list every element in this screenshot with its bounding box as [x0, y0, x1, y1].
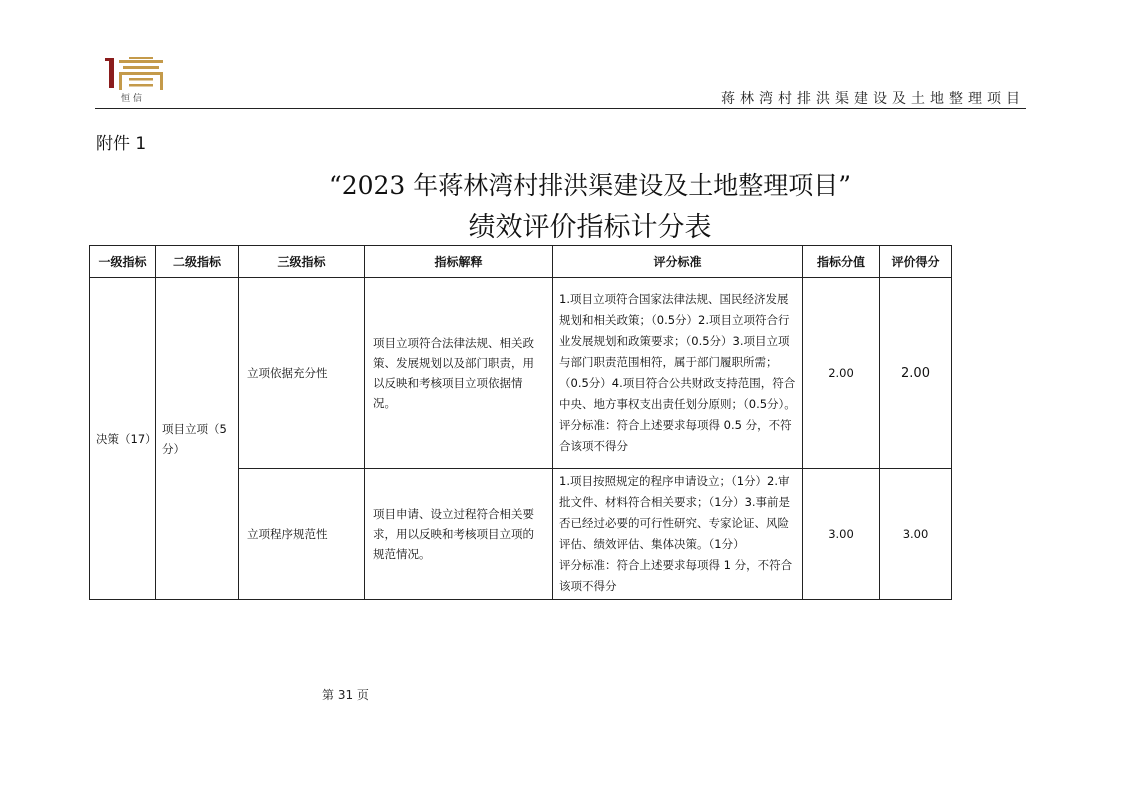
value-cell: 2.00: [803, 278, 880, 469]
level3-cell: 立项依据充分性: [239, 278, 365, 469]
header-criteria: 评分标准: [553, 246, 803, 278]
document-title-line2: 绩效评价指标计分表: [468, 212, 712, 243]
document-title-line1: “2023 年蒋林湾村排洪渠建设及土地整理项目”: [328, 171, 852, 200]
table-header-row: [90, 246, 952, 278]
score-cell: 3.00: [880, 469, 952, 600]
level1-cell: 决策（17）: [90, 278, 156, 600]
score-table: [89, 245, 952, 600]
level2-cell: 项目立项（5分）: [156, 278, 239, 600]
header-project-title: 蒋林湾村排洪渠建设及土地整理项目: [721, 91, 1025, 107]
criteria-text: 1.项目按照规定的程序申请设立；（1分）2.审批文件、材料符合相关要求；（1分）3.事前是否已经过必要的可行性研究、专家论证、风险评估、绩效评估、集体决策。（1分）: [559, 474, 791, 551]
table-row: [90, 278, 952, 469]
header-level2: 二级指标: [156, 246, 239, 278]
score-cell: 2.00: [880, 278, 952, 469]
value-cell: 3.00: [803, 469, 880, 600]
header-explanation: 指标解释: [365, 246, 553, 278]
criteria-note: 评分标准：符合上述要求每项得 0.5 分，不符合该项不得分: [559, 418, 792, 453]
criteria-note: 评分标准：符合上述要求每项得 1 分，不符合该项不得分: [559, 558, 793, 593]
header-divider: [95, 108, 1026, 109]
explanation-cell: 项目立项符合法律法规、相关政策、发展规划以及部门职责，用以反映和考核项目立项依据情况。: [365, 278, 553, 469]
header-level1: 一级指标: [90, 246, 156, 278]
attachment-label: 附件 1: [96, 134, 147, 154]
header-score: 评价得分: [880, 246, 952, 278]
logo-text: 恒信: [121, 94, 146, 104]
page-number: 第 31 页: [322, 688, 369, 702]
criteria-cell: [553, 278, 803, 469]
header-level3: 三级指标: [239, 246, 365, 278]
criteria-cell: [553, 469, 803, 600]
level3-cell: 立项程序规范性: [239, 469, 365, 600]
explanation-cell: 项目申请、设立过程符合相关要求，用以反映和考核项目立项的规范情况。: [365, 469, 553, 600]
header-value: 指标分值: [803, 246, 880, 278]
criteria-text: 1.项目立项符合国家法律法规、国民经济发展规划和相关政策；（0.5分）2.项目立项符合行业发展规划和政策要求；（0.5分）3.项目立项与部门职责范围相符，属于部门履职所需；（0.5分）4.项目符合公共财政支持范围，符合中央、地方事权支出责任划分原则；（0.5分）。: [559, 292, 796, 411]
